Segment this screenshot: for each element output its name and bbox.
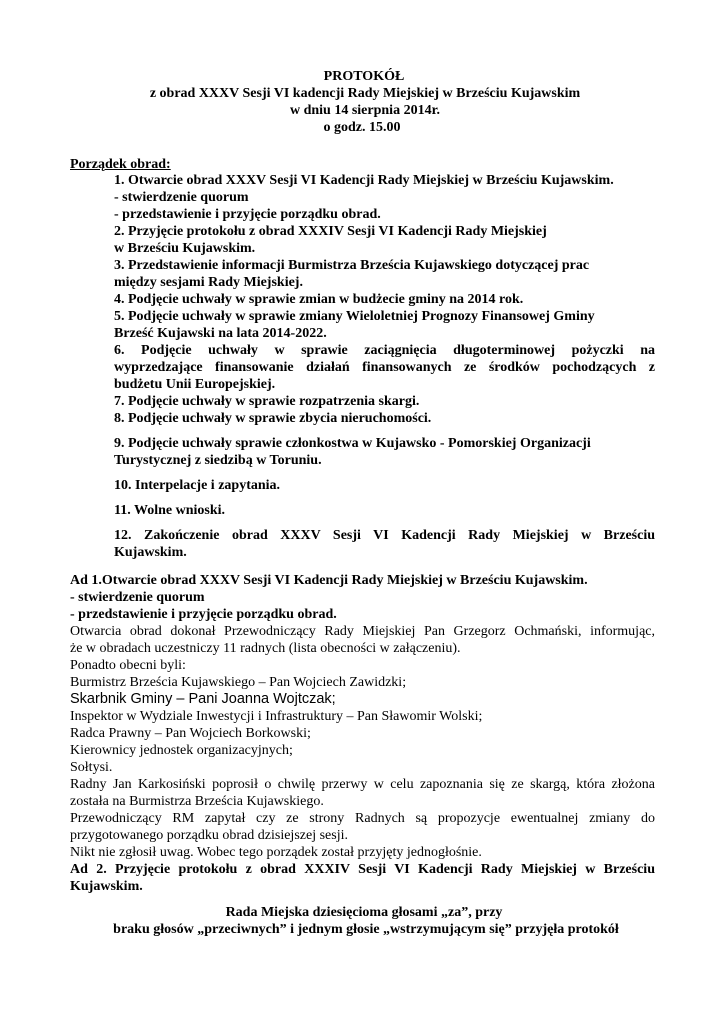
paragraph: Nikt nie zgłosił uwag. Wobec tego porządek został przyjęty jednogłośnie. [70,845,482,860]
attendee-line: Burmistrz Brześcia Kujawskiego – Pan Wojciech Zawidzki; [70,675,407,690]
section-ad1 [70,572,655,895]
agenda-item: 11. Wolne wnioski. [114,503,226,518]
document-title: PROTOKÓŁ [323,69,405,84]
agenda-item: 1. Otwarcie obrad XXXV Sesji VI Kadencji Rady Miejskiej w Brześciu Kujawskim. [114,173,614,188]
attendee-line: Sołtysi. [70,760,113,775]
paragraph: Ponadto obecni byli: [70,658,186,673]
attendee-line: Inspektor w Wydziale Inwestycji i Infrastruktury – Pan Sławomir Wolski; [70,709,483,724]
agenda-item: 3. Przedstawienie informacji Burmistrza Brześcia Kujawskiego dotyczącej prac [114,258,590,273]
agenda-item: Kujawskim. [114,545,187,560]
agenda-item: 6. Podjęcie uchwały w sprawie zaciągnięcia długoterminowej pożyczki na [114,343,655,358]
agenda-item: 2. Przyjęcie protokołu z obrad XXXIV Sesji VI Kadencji Rady Miejskiej [114,224,547,239]
paragraph: Otwarcia obrad dokonał Przewodniczący Rady Miejskiej Pan Grzegorz Ochmański, informując, [70,624,655,639]
section-subheading: - przedstawienie i przyjęcie porządku obrad. [70,607,337,622]
resolution-line: braku głosów „przeciwnych” i jednym głosie „wstrzymującym się” przyjęła protokół [113,922,619,937]
agenda-list [114,172,655,561]
agenda-item: 10. Interpelacje i zapytania. [114,478,281,493]
agenda-item: wyprzedzające finansowanie działań finansowanych ze środków pochodzących z [114,360,655,375]
agenda-title: Porządek obrad: [70,157,171,172]
agenda-item: 9. Podjęcie uchwały sprawie członkostwa w Kujawsko - Pomorskiej Organizacji [114,436,591,451]
agenda-item: 8. Podjęcie uchwały w sprawie zbycia nieruchomości. [114,411,432,426]
session-line: z obrad XXXV Sesji VI kadencji Rady Miejskiej w Brześciu Kujawskim [149,86,581,101]
resolution-line: Rada Miejska dziesięcioma głosami „za”, przy [225,905,503,920]
agenda-item: - przedstawienie i przyjęcie porządku obrad. [114,207,381,222]
section-heading: Ad 1.Otwarcie obrad XXXV Sesji VI Kadencji Rady Miejskiej w Brześciu Kujawskim. [70,573,588,588]
agenda-item: 12. Zakończenie obrad XXXV Sesji VI Kadencji Rady Miejskiej w Brześciu [114,528,655,543]
attendee-line: Kierownicy jednostek organizacyjnych; [70,743,293,758]
date-line: w dniu 14 sierpnia 2014r. [289,103,440,118]
agenda-item: - stwierdzenie quorum [114,190,249,205]
time-line: o godz. 15.00 [323,120,401,135]
attendee-line: Radca Prawny – Pan Wojciech Borkowski; [70,726,311,741]
agenda-item: w Brześciu Kujawskim. [114,241,256,256]
section-heading-ad2: Kujawskim. [70,879,143,894]
agenda-item: budżetu Unii Europejskiej. [114,377,276,392]
agenda-item: Turystycznej z siedzibą w Toruniu. [114,453,322,468]
resolution-statement [0,904,724,938]
attendee-line: Skarbnik Gminy – Pani Joanna Wojtczak; [70,691,336,707]
paragraph: Przewodniczący RM zapytał czy ze strony Radnych są propozycje ewentualnej zmiany do [70,811,655,826]
paragraph: Radny Jan Karkosiński poprosił o chwilę przerwy w celu zapoznania się ze skargą, która złożona [70,777,655,792]
agenda-item: 7. Podjęcie uchwały w sprawie rozpatrzenia skargi. [114,394,420,409]
agenda-item: 4. Podjęcie uchwały w sprawie zmian w budżecie gminy na 2014 rok. [114,292,524,307]
document-header [0,68,724,136]
section-heading-ad2: Ad 2. Przyjęcie protokołu z obrad XXXIV Sesji VI Kadencji Rady Miejskiej w Brześciu [70,862,655,877]
agenda-item: Brześć Kujawski na lata 2014-2022. [114,326,327,341]
paragraph: że w obradach uczestniczy 11 radnych (lista obecności w załączeniu). [70,641,461,656]
paragraph: została na Burmistrza Brześcia Kujawskiego. [70,794,324,809]
agenda-item: 5. Podjęcie uchwały w sprawie zmiany Wieloletniej Prognozy Finansowej Gminy [114,309,595,324]
paragraph: przygotowanego porządku obrad dzisiejszej sesji. [70,828,348,843]
agenda-item: między sesjami Rady Miejskiej. [114,275,303,290]
section-subheading: - stwierdzenie quorum [70,590,205,605]
